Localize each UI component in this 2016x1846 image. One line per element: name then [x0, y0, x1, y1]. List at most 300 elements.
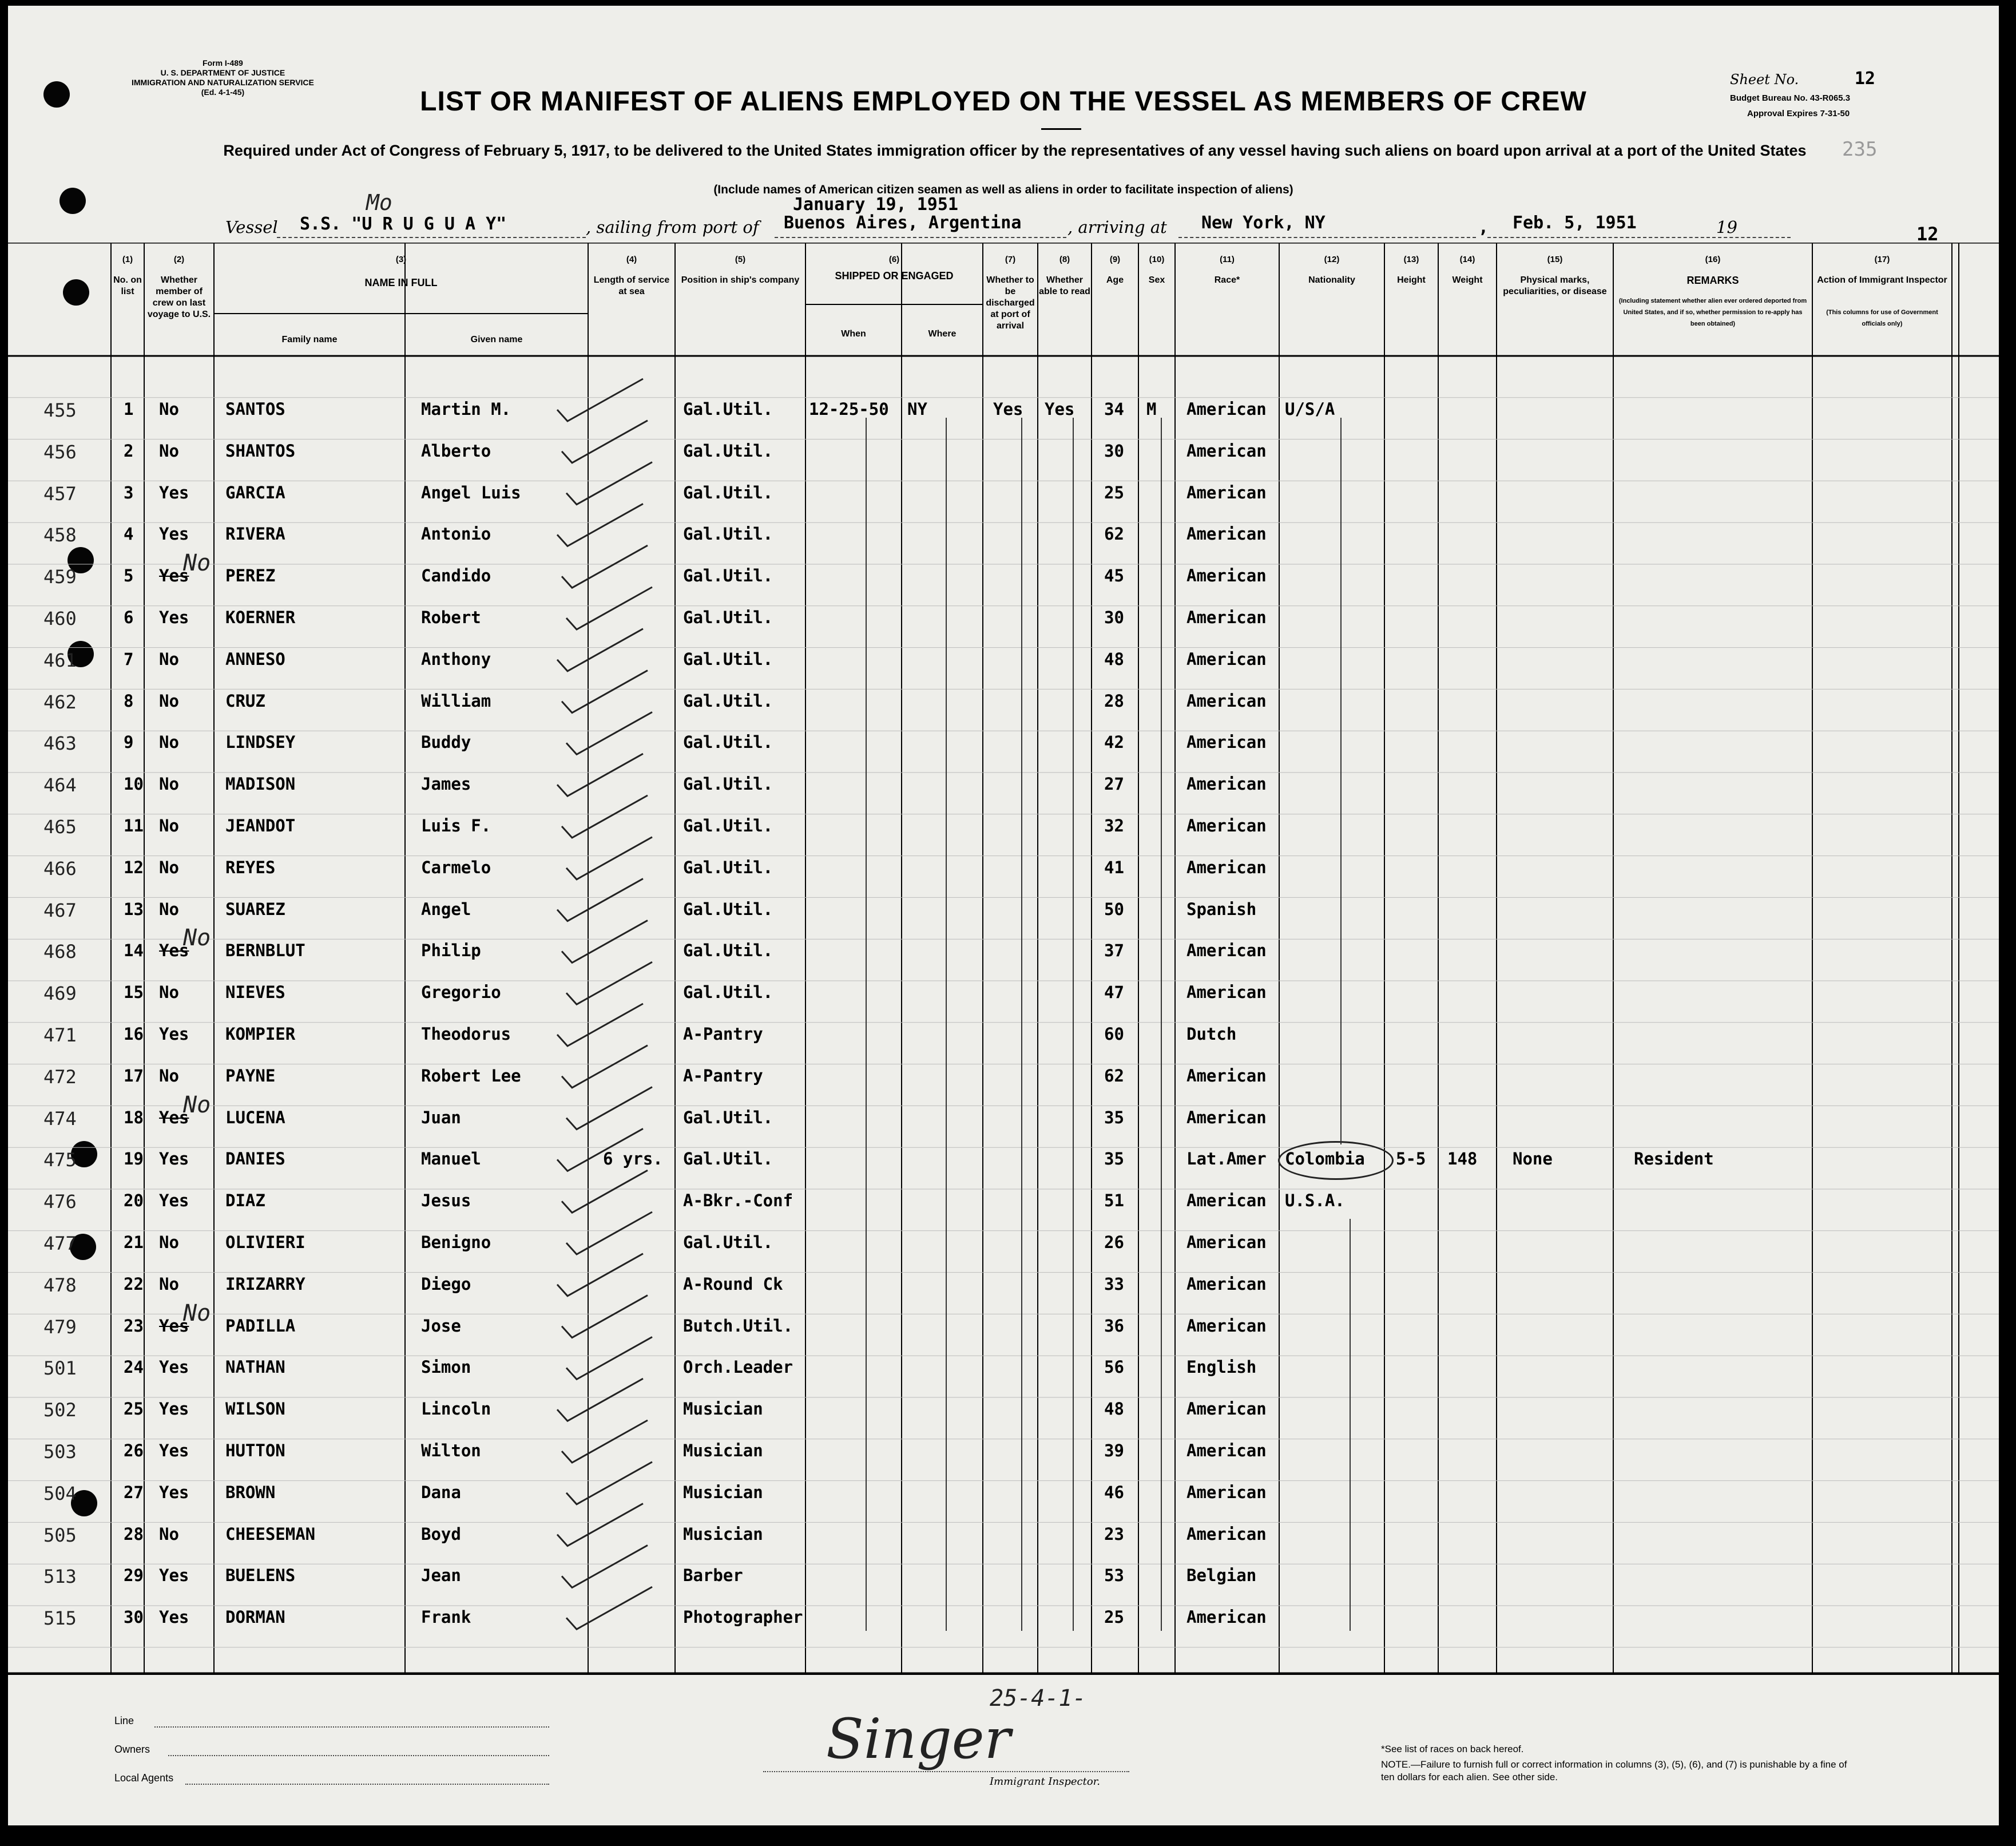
margin-number: 465	[43, 816, 77, 838]
ship-position: Gal.Util.	[683, 608, 773, 627]
corner-number: 12	[1916, 223, 1939, 245]
physical-marks: None	[1513, 1149, 1553, 1169]
given-name: Juan	[421, 1107, 461, 1127]
vessel-annotation: Mo	[366, 190, 392, 215]
sheet-number: 12	[1854, 69, 1875, 89]
ship-position: Gal.Util.	[683, 732, 773, 752]
given-name: Dana	[421, 1482, 461, 1502]
given-name: Carmelo	[421, 857, 491, 877]
document-subnote: (Include names of American citizen seamen as well as aliens in order to facilitate inspection of aliens)	[713, 183, 1293, 196]
row-number: 16	[124, 1024, 144, 1044]
row-number: 2	[124, 441, 134, 461]
ship-position: A-Pantry	[683, 1024, 763, 1044]
row-number: 28	[124, 1524, 144, 1544]
column-header-where: Where	[928, 329, 957, 339]
column-number-c14: (14)	[1459, 255, 1475, 264]
age: 32	[1104, 816, 1124, 835]
check-mark	[557, 629, 643, 671]
margin-number: 458	[43, 524, 77, 546]
given-name: Simon	[421, 1357, 471, 1377]
given-name: Gregorio	[421, 983, 501, 1003]
race: American	[1186, 983, 1267, 1003]
ship-position: Gal.Util.	[683, 983, 773, 1003]
race: American	[1186, 816, 1267, 835]
row-number: 7	[124, 649, 134, 669]
check-mark	[562, 545, 648, 588]
row-number: 4	[124, 524, 134, 544]
race: American	[1186, 732, 1267, 752]
column-header-when: When	[841, 329, 866, 339]
column-header-family-name: Family name	[281, 335, 338, 344]
ship-position: A-Pantry	[683, 1065, 763, 1086]
age: 50	[1104, 899, 1124, 919]
race: American	[1186, 774, 1267, 794]
age: 47	[1104, 983, 1124, 1003]
previous-voyage: Yes	[159, 566, 189, 586]
form-edition: (Ed. 4-1-45)	[201, 88, 245, 97]
column-header-c5: Position in ship's company	[681, 275, 800, 285]
ship-position: Gal.Util.	[683, 941, 773, 961]
ship-position: Gal.Util.	[683, 566, 773, 586]
family-name: BERNBLUT	[225, 941, 305, 961]
margin-number: 468	[43, 941, 77, 963]
margin-number: 460	[43, 608, 77, 629]
form-number: Form I-489	[203, 58, 243, 68]
family-name: LINDSEY	[225, 732, 296, 752]
given-name: Lincoln	[421, 1399, 491, 1419]
column-header-c9: Age	[1106, 275, 1124, 285]
row-number: 23	[124, 1316, 144, 1336]
row-number: 6	[124, 608, 134, 627]
check-mark	[557, 1004, 643, 1046]
column-number-c4: (4)	[626, 255, 637, 264]
row-number: 25	[124, 1399, 144, 1419]
row-number: 26	[124, 1441, 144, 1460]
previous-voyage: Yes	[159, 1191, 189, 1211]
check-mark	[557, 1378, 643, 1421]
row-number: 29	[124, 1566, 144, 1586]
previous-voyage: No	[159, 1274, 179, 1294]
age: 41	[1104, 857, 1124, 877]
family-name: RIVERA	[225, 524, 285, 544]
race: American	[1186, 1233, 1267, 1252]
row-number: 12	[124, 857, 144, 877]
column-header-c13: Height	[1397, 275, 1426, 285]
previous-voyage: Yes	[159, 482, 189, 502]
height: 5-5	[1396, 1149, 1426, 1169]
race: Dutch	[1186, 1024, 1237, 1044]
race: American	[1186, 1399, 1267, 1419]
column-number-c6: (6)	[888, 255, 900, 264]
year-label: 19	[1716, 217, 1737, 237]
race: English	[1186, 1357, 1257, 1377]
row-number: 22	[124, 1274, 144, 1294]
row-number: 1	[124, 399, 134, 419]
column-header-c16: REMARKS	[1686, 275, 1739, 286]
previous-voyage: No	[159, 899, 179, 919]
family-name: DIAZ	[225, 1191, 265, 1211]
check-mark	[557, 1504, 643, 1546]
ship-position: Gal.Util.	[683, 1233, 773, 1252]
previous-voyage: Yes	[159, 1107, 189, 1127]
age: 35	[1104, 1149, 1124, 1169]
check-mark	[566, 1337, 652, 1379]
age: 45	[1104, 566, 1124, 586]
page-stamp: 235	[1842, 138, 1878, 161]
given-name: Candido	[421, 566, 491, 586]
margin-number: 503	[43, 1441, 77, 1463]
column-header-c2: Whether member of crew on last voyage to U.S.	[147, 275, 211, 319]
previous-voyage: No	[159, 441, 179, 461]
family-name: GARCIA	[225, 482, 285, 502]
race: American	[1186, 608, 1267, 627]
check-mark	[557, 754, 643, 796]
family-name: DANIES	[225, 1149, 285, 1169]
manifest-page: Form I-489 U. S. DEPARTMENT OF JUSTICE IMMIGRATION AND NATURALIZATION SERVICE (Ed. 4-1-45) Sheet No. 12 Budget Bureau No. 43-R065.3 Approval Expires 7-31-50 235 12 LIST OR MANIFEST OF ALIENS EMPLOYED ON THE VESSEL AS MEMBERS OF CREW Required under Act of Congress of February 5, 1917, to be delivered to the United States immigration officer by the representatives of any vessel having such aliens on board upon arrival at a port of the United States (Include names of American citizen seamen as well as aliens in order to facilitate inspection of aliens) Vessel S.S. "U R U G U A Y" Mo , sailing from port of January 19, 1951 Buenos Aires, Argentina , arriving at New York, NY , Feb. 5, 1951 19 (1) No. on list (2) Whether member of crew on last voyage to U.S. (3) NAME IN FULL (4) Length of service at sea (5) Position in ship's company (6) SHIPPED OR ENGAGED (7) Whether to be discharged at port of arrival (8) Whether able to read (9) Age (10) Sex (11) Race* (12) Nationality (13) Height (14) Weight (15) Physical marks, peculiarities, or disease (16) REMARKS (17) Action of Immigrant Inspector Family name Given name When Where (Including statement whether alien ever ordered deported from United States, and if so, whether permission to re-apply has been obtained) (This columns for use of Government officials only) 455 1 No SANTOS Martin M. Gal.Util. 12-25-50 NY Yes Yes 34 M American U/S/A 456 2 No SHANTOS Alberto Gal.Util. 30 American 457 3 Yes GARCIA Angel Luis Gal.Util. 25 American 458 4 Yes RIVERA Antonio Gal.Util. 62 American 459 5 Yes PEREZ Candido Gal.Util. 45 American No 460 6 Yes KOERNER Robert Gal.Util. 30 American 461 7 No ANNESO Anthony Gal.Util. 48 American 462 8 No CRUZ William Gal.Util. 28 American 463 9 No LINDSEY Buddy Gal.Util. 42 American 464 10 No MADISON James Gal.Util. 27 American 465 11 No JEANDOT Luis F. Gal.Util. 32 American 466 12 No REYES Carmelo Gal.Util. 41 American 467 13 No SUAREZ Angel Gal.Util. 50 Spanish 468 14 Yes BERNBLUT Philip Gal.Util. 37 American No 469 15 No NIEVES Gregorio Gal.Util. 47 American 471 16 Yes KOMPIER Theodorus A-Pantry 60 Dutch 472 17 No PAYNE Robert Lee A-Pantry 62 American 474 18 Yes LUCENA Juan Gal.Util. 35 American No 475 19 Yes DANIES Manuel 6 yrs. Gal.Util. 35 Lat.Amer Colombia 5-5 148 None Resident 476 20 Yes DIAZ Jesus A-Bkr.-Conf 51 American U.S.A. 477 21 No OLIVIERI Benigno Gal.Util. 26 American 478 22 No IRIZARRY Diego A-Round Ck 33 American 479 23 Yes PADILLA Jose Butch.Util. 36 American No 501 24 Yes NATHAN Simon Orch.Leader 56 English 502 25 Yes WILSON Lincoln Musician 48 American 503 26 Yes HUTTON Wilton Musician 39 American 504 27 Yes BROWN Dana Musician 46 American 505 28 No CHEESEMAN Boyd Musician 23 American 513 29 Yes BUELENS Jean Barber 53 Belgian 515 30 Yes DORMAN Frank Photographer 25 American Line Owners Local Agents 25-4-1- Singer Immigrant Inspector. *See list of races on back hereof. NOTE.—Failure to furnish full or correct information in columns (3), (5), (6), and (7) is punishable by a fine of ten dollars for each alien. See other side.	[8, 6, 1999, 1825]
column-number-c13: (13)	[1403, 255, 1419, 264]
given-name: Manuel	[421, 1149, 481, 1169]
row-number: 17	[124, 1065, 144, 1086]
race: American	[1186, 941, 1267, 961]
family-name: KOMPIER	[225, 1024, 296, 1044]
column-header-c8: Whether able to read	[1039, 275, 1090, 296]
race: Lat.Amer	[1186, 1149, 1267, 1169]
previous-voyage: Yes	[159, 1024, 189, 1044]
check-mark	[562, 920, 648, 962]
ship-position: Musician	[683, 1399, 763, 1419]
column-number-c15: (15)	[1547, 255, 1563, 264]
ship-position: Gal.Util.	[683, 482, 773, 502]
margin-number: 504	[43, 1482, 77, 1504]
age: 33	[1104, 1274, 1124, 1294]
family-name: KOERNER	[225, 608, 296, 627]
ship-position: Gal.Util.	[683, 774, 773, 794]
row-number: 10	[124, 774, 144, 794]
previous-voyage: No	[159, 857, 179, 877]
family-name: NATHAN	[225, 1357, 285, 1377]
race: American	[1186, 1316, 1267, 1336]
race: American	[1186, 1191, 1267, 1211]
family-name: SHANTOS	[225, 441, 296, 461]
sheet-label: Sheet No.	[1730, 72, 1799, 88]
race: American	[1186, 482, 1267, 502]
given-name: Buddy	[421, 732, 471, 752]
age: 48	[1104, 1399, 1124, 1419]
previous-voyage: Yes	[159, 1607, 189, 1627]
row-number: 9	[124, 732, 134, 752]
column-header-c11: Race*	[1214, 275, 1240, 285]
ship-position: Gal.Util.	[683, 399, 773, 419]
vessel-label: Vessel	[225, 217, 278, 237]
age: 30	[1104, 608, 1124, 627]
margin-number: 474	[43, 1107, 77, 1130]
footer	[8, 1673, 1999, 1825]
age: 48	[1104, 649, 1124, 669]
age: 53	[1104, 1566, 1124, 1586]
given-name: Theodorus	[421, 1024, 511, 1044]
column-number-c16: (16)	[1705, 255, 1721, 264]
margin-number: 456	[43, 441, 77, 463]
column-header-c12: Nationality	[1308, 275, 1355, 285]
inspector-signature: Singer	[826, 1707, 1011, 1771]
previous-voyage: Yes	[159, 1441, 189, 1460]
given-name: Robert	[421, 608, 481, 627]
given-name: Wilton	[421, 1441, 481, 1460]
margin-number: 513	[43, 1566, 77, 1588]
race: American	[1186, 1607, 1267, 1627]
previous-voyage: No	[159, 816, 179, 835]
age: 39	[1104, 1441, 1124, 1460]
race: American	[1186, 1482, 1267, 1502]
check-mark	[562, 1045, 648, 1088]
owners-label: Owners	[114, 1744, 150, 1755]
row-number: 8	[124, 691, 134, 711]
shipped-where: NY	[907, 399, 927, 419]
column-number-c8: (8)	[1059, 255, 1070, 264]
document-title: LIST OR MANIFEST OF ALIENS EMPLOYED ON THE VESSEL AS MEMBERS OF CREW	[420, 86, 1587, 117]
family-name: BROWN	[225, 1482, 276, 1502]
race-footnote: *See list of races on back hereof.	[1381, 1744, 1524, 1754]
nationality: Colombia	[1285, 1149, 1365, 1169]
previous-voyage: No	[159, 732, 179, 752]
age: 62	[1104, 1065, 1124, 1086]
able-to-read: Yes	[1045, 399, 1075, 419]
family-name: IRIZARRY	[225, 1274, 305, 1294]
row-number: 19	[124, 1149, 144, 1169]
family-name: HUTTON	[225, 1441, 285, 1460]
race: American	[1186, 1274, 1267, 1294]
column-header-c14: Weight	[1452, 275, 1483, 285]
check-mark	[562, 1545, 648, 1587]
family-name: MADISON	[225, 774, 296, 794]
age: 46	[1104, 1482, 1124, 1502]
previous-voyage: Yes	[159, 524, 189, 544]
line-label: Line	[114, 1715, 134, 1726]
family-name: PEREZ	[225, 566, 276, 586]
previous-voyage: No	[159, 774, 179, 794]
column-header-c3: NAME IN FULL	[364, 277, 438, 288]
age: 26	[1104, 1233, 1124, 1252]
previous-voyage: Yes	[159, 1316, 189, 1336]
column-number-c10: (10)	[1149, 255, 1165, 264]
arriving-label: , arriving at	[1067, 217, 1167, 237]
previous-voyage: Yes	[159, 1357, 189, 1377]
given-name: Jean	[421, 1566, 461, 1586]
age: 23	[1104, 1524, 1124, 1544]
given-name: Jose	[421, 1316, 461, 1336]
given-name: Angel	[421, 899, 471, 919]
race: American	[1186, 1107, 1267, 1127]
vessel-name: S.S. "U R U G U A Y"	[300, 214, 507, 234]
given-name: James	[421, 774, 471, 794]
race: American	[1186, 857, 1267, 877]
discharged: Yes	[993, 399, 1023, 419]
race: American	[1186, 1065, 1267, 1086]
signature-fill	[763, 1771, 1129, 1772]
weight: 148	[1447, 1149, 1478, 1169]
given-name: Diego	[421, 1274, 471, 1294]
sailing-label: , sailing from port of	[586, 217, 759, 237]
given-name: Boyd	[421, 1524, 461, 1544]
check-mark	[566, 462, 652, 505]
row-number: 20	[124, 1191, 144, 1211]
check-mark	[562, 795, 648, 838]
check-mark	[557, 879, 643, 921]
check-mark	[557, 504, 643, 546]
row-number: 5	[124, 566, 134, 586]
race: American	[1186, 524, 1267, 544]
column-header-c6: SHIPPED OR ENGAGED	[835, 270, 954, 282]
row-number: 11	[124, 816, 144, 835]
age: 25	[1104, 482, 1124, 502]
given-name: Antonio	[421, 524, 491, 544]
check-mark	[566, 1212, 652, 1254]
column-number-c1: (1)	[122, 255, 133, 264]
race: American	[1186, 1441, 1267, 1460]
ship-position: A-Bkr.-Conf	[683, 1191, 793, 1211]
column-number-c5: (5)	[735, 255, 746, 264]
family-name: ANNESO	[225, 649, 285, 669]
arrival-date: Feb. 5, 1951	[1513, 213, 1637, 233]
ship-position: Gal.Util.	[683, 441, 773, 461]
age: 25	[1104, 1607, 1124, 1627]
family-name: BUELENS	[225, 1566, 296, 1586]
age: 51	[1104, 1191, 1124, 1211]
handwritten-correction: No	[183, 925, 211, 952]
column-header-c4: Length of service at sea	[593, 275, 670, 296]
given-name: Benigno	[421, 1233, 491, 1252]
tally-note: 25-4-1-	[990, 1685, 1086, 1712]
check-mark	[566, 1087, 652, 1130]
family-name: CHEESEMAN	[225, 1524, 316, 1544]
previous-voyage: No	[159, 1524, 179, 1544]
column-header-c17: Action of Immigrant Inspector	[1817, 275, 1947, 285]
previous-voyage: Yes	[159, 1566, 189, 1586]
ship-position: Barber	[683, 1566, 743, 1586]
ship-position: Gal.Util.	[683, 816, 773, 835]
column-number-c3: (3)	[395, 255, 407, 264]
previous-voyage: No	[159, 691, 179, 711]
owners-fill	[168, 1755, 549, 1756]
margin-number: 477	[43, 1233, 77, 1254]
margin-number: 466	[43, 857, 77, 880]
margin-number: 457	[43, 482, 77, 505]
margin-number: 479	[43, 1316, 77, 1338]
check-mark	[566, 1462, 652, 1504]
given-name: Angel Luis	[421, 482, 521, 502]
race: American	[1186, 566, 1267, 586]
check-mark	[566, 712, 652, 754]
race: American	[1186, 399, 1267, 419]
column-header-c10: Sex	[1148, 275, 1165, 285]
column-note-inspector: (This columns for use of Government officials only)	[1826, 309, 1938, 327]
departure-port: Buenos Aires, Argentina	[784, 213, 1022, 233]
margin-number: 515	[43, 1607, 77, 1630]
race: American	[1186, 441, 1267, 461]
race: American	[1186, 691, 1267, 711]
previous-voyage: No	[159, 1233, 179, 1252]
nationality: U.S.A.	[1285, 1191, 1345, 1211]
line-fill	[154, 1726, 549, 1728]
family-name: REYES	[225, 857, 276, 877]
given-name: William	[421, 691, 491, 711]
document-subtitle: Required under Act of Congress of February 5, 1917, to be delivered to the United States immigration officer by the representatives of any vessel having such aliens on board upon arrival at a port of the United States	[223, 142, 1807, 159]
check-mark	[566, 837, 652, 880]
check-mark	[566, 587, 652, 629]
margin-number: 462	[43, 691, 77, 713]
budget-bureau: Budget Bureau No. 43-R065.3	[1730, 93, 1851, 103]
margin-number: 455	[43, 399, 77, 421]
age: 36	[1104, 1316, 1124, 1336]
column-number-c11: (11)	[1220, 255, 1235, 264]
row-number: 14	[124, 941, 144, 961]
age: 62	[1104, 524, 1124, 544]
margin-number: 467	[43, 899, 77, 921]
column-number-c12: (12)	[1324, 255, 1340, 264]
previous-voyage: No	[159, 983, 179, 1003]
ship-position: Gal.Util.	[683, 691, 773, 711]
ship-position: Musician	[683, 1482, 763, 1502]
check-mark	[566, 1587, 652, 1629]
given-name: Frank	[421, 1607, 471, 1627]
given-name: Luis F.	[421, 816, 491, 835]
check-mark	[562, 1420, 648, 1463]
row-number: 15	[124, 983, 144, 1003]
column-header-c1: No. on list	[113, 275, 142, 296]
margin-number: 501	[43, 1357, 77, 1380]
column-number-c9: (9)	[1109, 255, 1121, 264]
column-number-c17: (17)	[1874, 255, 1890, 264]
family-name: OLIVIERI	[225, 1233, 305, 1252]
ship-position: Gal.Util.	[683, 1107, 773, 1127]
margin-number: 459	[43, 566, 77, 588]
nationality: U/S/A	[1285, 399, 1335, 419]
column-header-c15: Physical marks, peculiarities, or disease	[1503, 275, 1607, 296]
race: Belgian	[1186, 1566, 1257, 1586]
row-number: 27	[124, 1482, 144, 1502]
ship-position: A-Round Ck	[683, 1274, 783, 1294]
row-number: 3	[124, 482, 134, 502]
family-name: JEANDOT	[225, 816, 296, 835]
age: 28	[1104, 691, 1124, 711]
sex: M	[1146, 399, 1157, 419]
margin-number: 463	[43, 732, 77, 755]
department-name: U. S. DEPARTMENT OF JUSTICE	[160, 68, 285, 77]
margin-number: 469	[43, 983, 77, 1005]
ship-position: Butch.Util.	[683, 1316, 793, 1336]
ship-position: Musician	[683, 1441, 763, 1460]
family-name: NIEVES	[225, 983, 285, 1003]
row-number: 13	[124, 899, 144, 919]
margin-number: 502	[43, 1399, 77, 1421]
column-number-c2: (2)	[173, 255, 185, 264]
service-length: 6 yrs.	[603, 1149, 663, 1169]
ship-position: Gal.Util.	[683, 1149, 773, 1169]
arrival-port: New York, NY	[1201, 213, 1326, 233]
family-name: WILSON	[225, 1399, 285, 1419]
column-note-remarks: (Including statement whether alien ever ordered deported from United States, and if so, whether permission to re-apply has been obtained)	[1618, 298, 1807, 327]
check-mark	[557, 1254, 643, 1296]
given-name: Philip	[421, 941, 481, 961]
previous-voyage: No	[159, 399, 179, 419]
sailing-date: January 19, 1951	[793, 195, 958, 215]
previous-voyage: Yes	[159, 1482, 189, 1502]
service-name: IMMIGRATION AND NATURALIZATION SERVICE	[132, 78, 314, 87]
age: 35	[1104, 1107, 1124, 1127]
check-mark	[562, 1296, 648, 1338]
row-number: 18	[124, 1107, 144, 1127]
family-name: SUAREZ	[225, 899, 285, 919]
